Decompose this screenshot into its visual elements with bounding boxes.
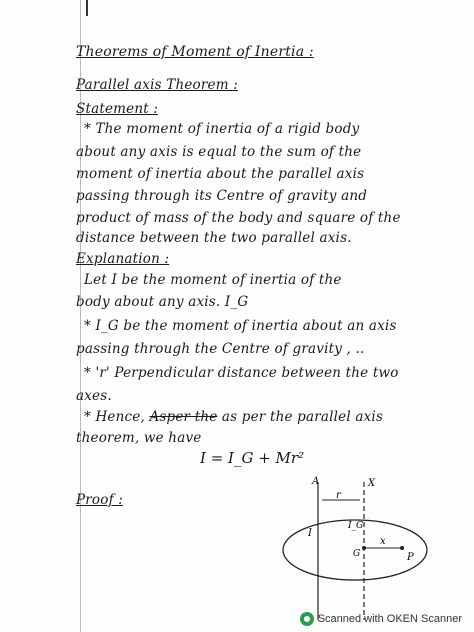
- section-heading-parallel-axis: Parallel axis Theorem :: [76, 77, 238, 93]
- scanner-logo-icon: [300, 612, 314, 626]
- label-g: G: [353, 549, 361, 559]
- as-per-text: as per the parallel axis: [217, 409, 384, 425]
- explanation-line: theorem, we have: [76, 430, 202, 446]
- page-title: Theorems of Moment of Inertia :: [76, 44, 314, 60]
- hence-text: * Hence,: [84, 409, 150, 425]
- scanner-watermark: [300, 612, 462, 626]
- label-ig: I_G: [348, 521, 364, 531]
- centre-of-gravity-point: [362, 546, 366, 550]
- statement-line: distance between the two parallel axis.: [76, 230, 352, 246]
- section-heading-explanation: Explanation :: [76, 251, 170, 267]
- label-i: I: [308, 528, 312, 539]
- statement-line: product of mass of the body and square of the: [76, 210, 401, 226]
- struck-out-text: Asper the: [149, 409, 218, 425]
- point-p: [400, 546, 404, 550]
- explanation-line: axes.: [76, 388, 112, 404]
- section-heading-proof: Proof :: [76, 492, 124, 508]
- statement-line: about any axis is equal to the sum of the: [76, 144, 362, 160]
- parallel-axis-diagram: [270, 470, 440, 620]
- explanation-line: passing through the Centre of gravity , ..: [76, 341, 365, 357]
- explanation-line: * 'r' Perpendicular distance between the two: [84, 365, 399, 381]
- label-x: X: [368, 478, 376, 489]
- parallel-axis-formula: I = I_G + Mr²: [200, 449, 305, 467]
- label-a: A: [312, 476, 320, 487]
- top-tick-mark: [86, 0, 88, 16]
- scanner-watermark-text: Scanned with OKEN Scanner: [317, 613, 462, 625]
- label-p: P: [407, 552, 414, 563]
- statement-line: moment of inertia about the parallel axis: [76, 166, 365, 182]
- label-x-distance: x: [380, 536, 386, 547]
- statement-line: passing through its Centre of gravity and: [76, 188, 368, 204]
- margin-line: [80, 0, 81, 632]
- label-r: r: [336, 490, 341, 501]
- explanation-line: [84, 409, 454, 425]
- explanation-line: body about any axis. I_G: [76, 294, 249, 310]
- statement-line: * The moment of inertia of a rigid body: [84, 121, 360, 137]
- section-heading-statement: Statement :: [76, 101, 159, 117]
- explanation-line: Let I be the moment of inertia of the: [84, 272, 342, 288]
- explanation-line: * I_G be the moment of inertia about an axis: [84, 318, 397, 334]
